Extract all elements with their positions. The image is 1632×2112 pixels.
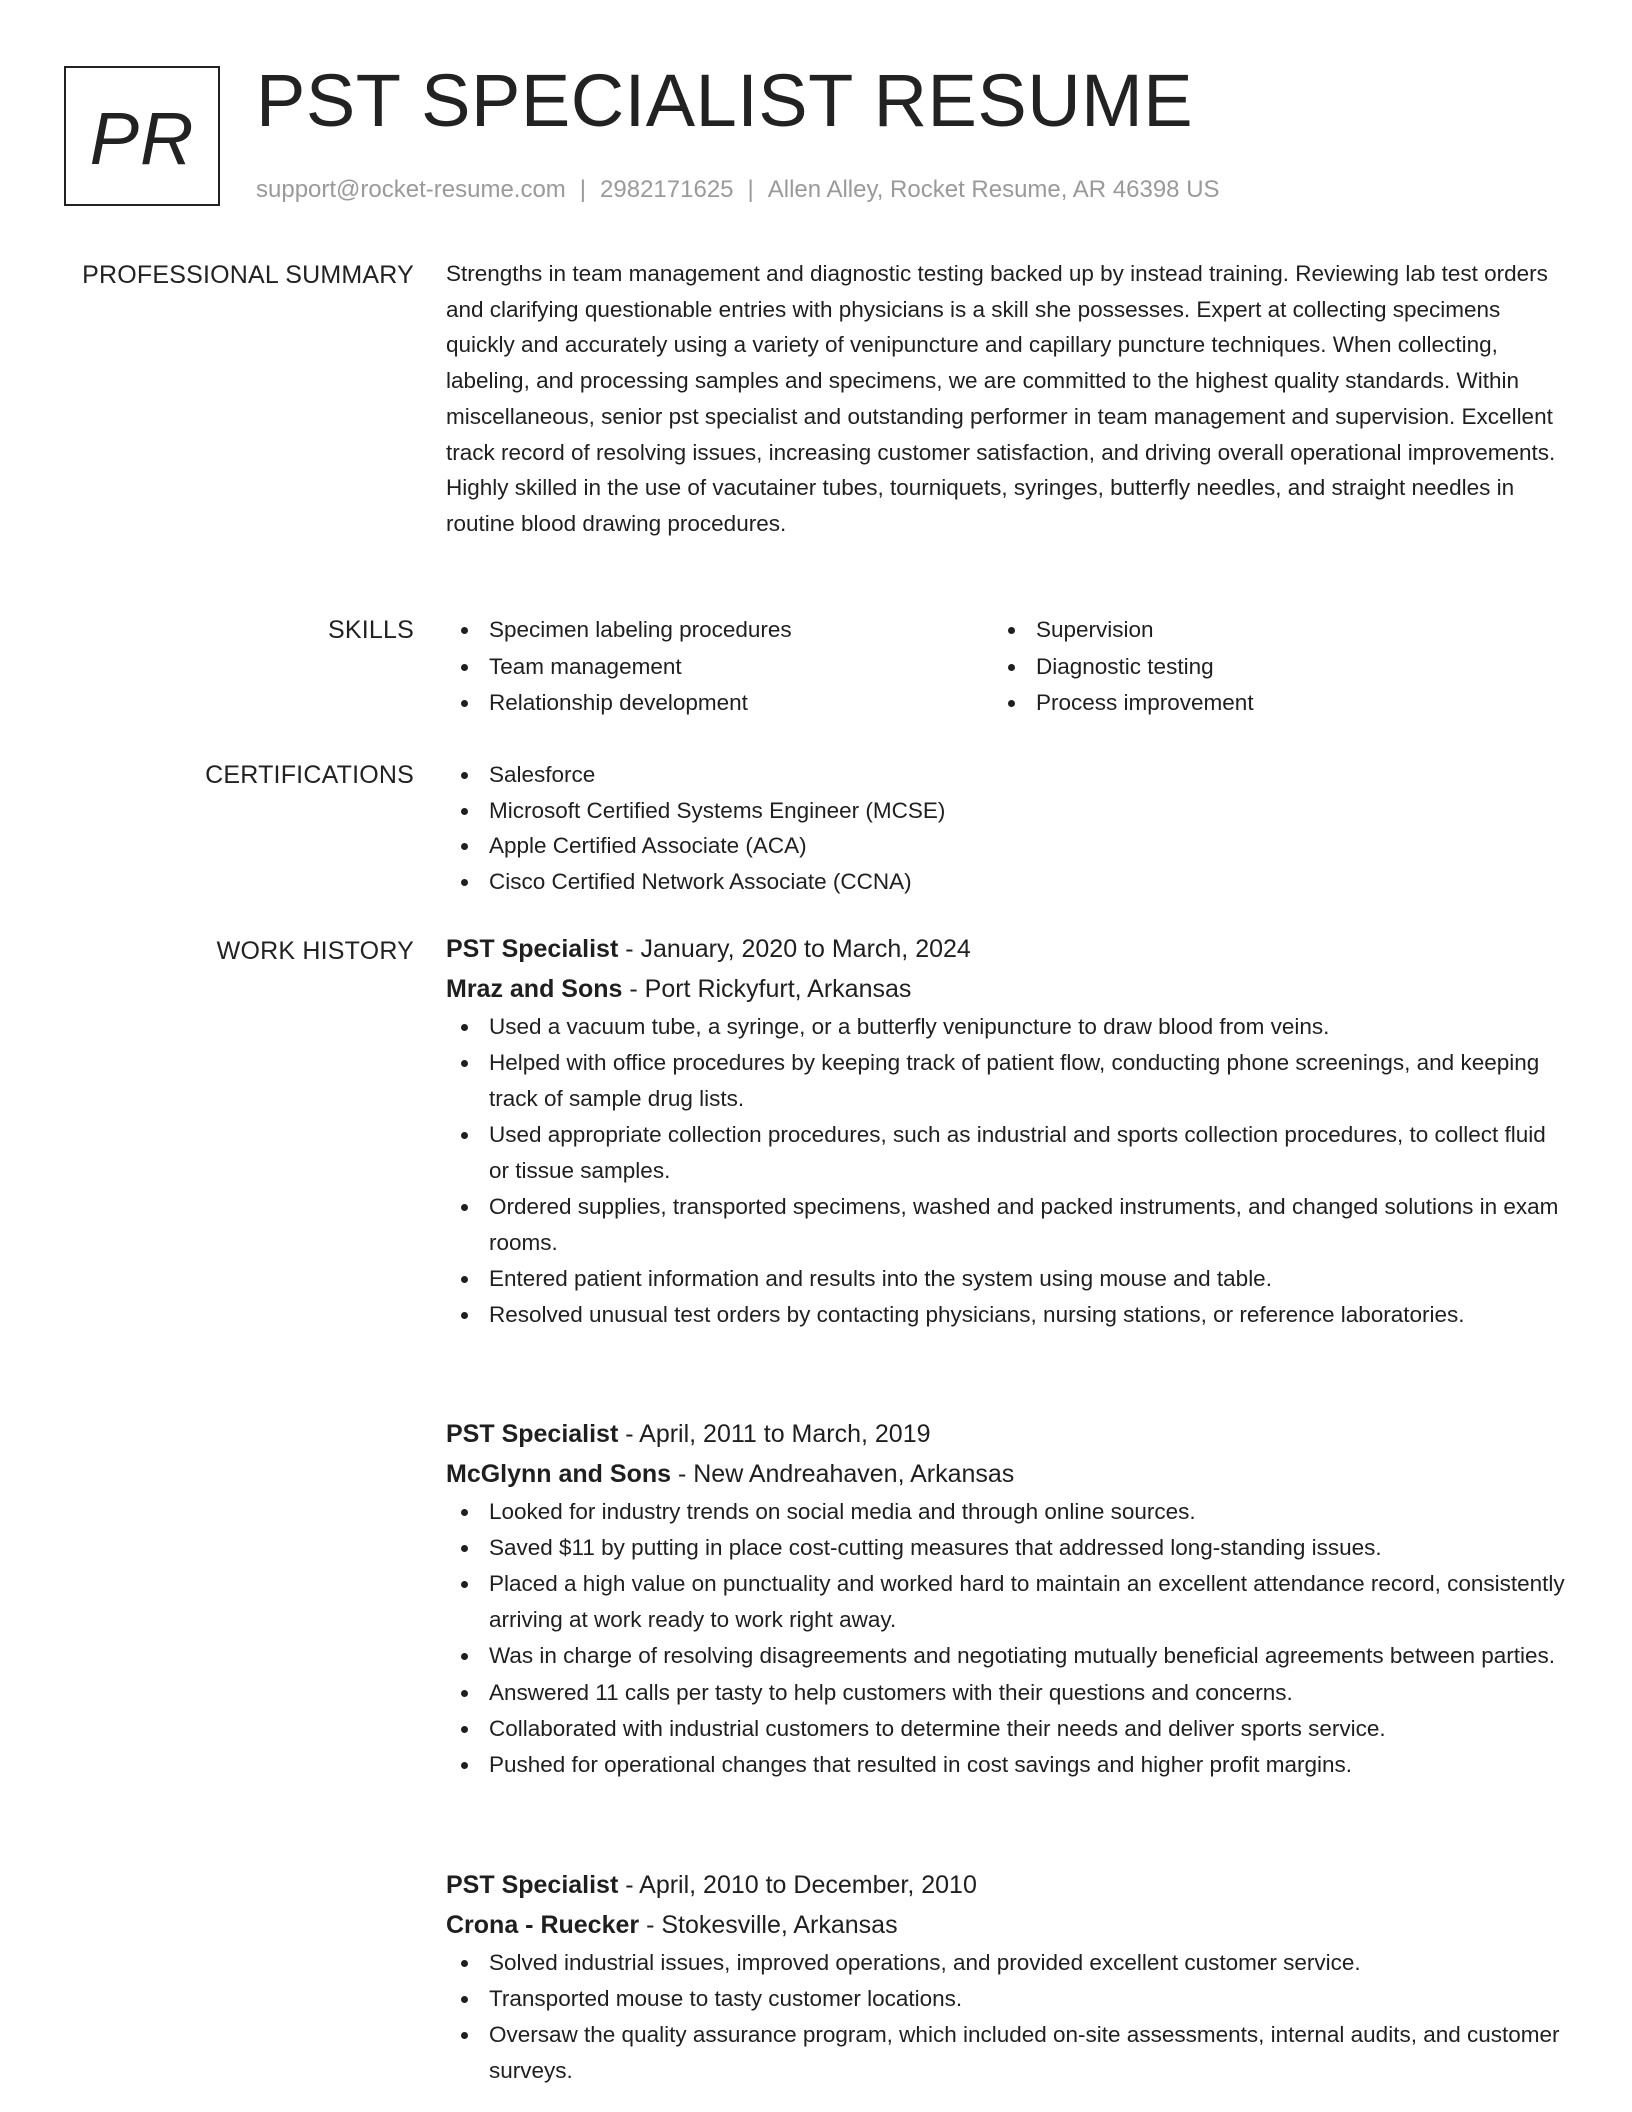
job-entry: [446, 1414, 1566, 1783]
job-bullet: Collaborated with industrial customers to determine their needs and deliver sports service.: [446, 1711, 1566, 1747]
monogram-box: [64, 66, 220, 206]
contact-address: Allen Alley, Rocket Resume, AR 46398 US: [767, 176, 1220, 203]
certification-item: Apple Certified Associate (ACA): [446, 828, 1566, 864]
job-company: McGlynn and Sons: [446, 1460, 672, 1488]
skill-item: Specimen labeling procedures: [446, 612, 993, 649]
job-company-line: [446, 969, 1566, 1009]
job-bullet: Ordered supplies, transported specimens, washed and packed instruments, and changed solutions in exam rooms.: [446, 1189, 1566, 1260]
job-entry: [446, 929, 1566, 1333]
skill-item: Diagnostic testing: [993, 649, 1540, 686]
contact-separator: |: [579, 176, 587, 203]
job-company-line: [446, 1905, 1566, 1945]
job-title: PST Specialist: [446, 1420, 619, 1448]
skill-item: Supervision: [993, 612, 1540, 649]
job-location: - New Andreahaven, Arkansas: [677, 1460, 1015, 1488]
contact-phone: 2982171625: [600, 176, 734, 203]
job-bullet-list: [446, 1945, 1566, 2089]
summary-body: [446, 257, 1566, 542]
job-bullet: Entered patient information and results into the system using mouse and table.: [446, 1261, 1566, 1297]
contact-line: [256, 173, 1220, 207]
summary-text: Strengths in team management and diagnostic testing backed up by instead training. Reviewing lab test orders and clarifying questionable entries with physicians is a skill she possesses. Expert at collecting specimens quickly and accurately using a variety of venipuncture and capillary puncture techniques. When collecting, labeling, and processing samples and specimens, we are committed to the highest quality standards. Within miscellaneous, senior pst specialist and outstanding performer in team management and supervision. Excellent track record of resolving issues, increasing customer satisfaction, and driving overall operational improvements. Highly skilled in the use of vacutainer tubes, tourniquets, syringes, butterfly needles, and straight needles in routine blood drawing procedures.: [446, 261, 1556, 536]
section-label-summary: PROFESSIONAL SUMMARY: [82, 261, 414, 289]
job-bullet: Answered 11 calls per tasty to help customers with their questions and concerns.: [446, 1675, 1566, 1711]
skill-item: Process improvement: [993, 685, 1540, 722]
job-title: PST Specialist: [446, 1871, 619, 1899]
job-dates: - April, 2010 to December, 2010: [625, 1871, 977, 1899]
contact-email: support@rocket-resume.com: [256, 176, 566, 203]
job-bullet: Used a vacuum tube, a syringe, or a butterfly venipuncture to draw blood from veins.: [446, 1009, 1566, 1045]
job-bullet-list: [446, 1494, 1566, 1783]
job-bullet: Helped with office procedures by keeping track of patient flow, conducting phone screenings, and keeping track of sample drug lists.: [446, 1045, 1566, 1116]
job-bullet: Saved $11 by putting in place cost-cutting measures that addressed long-standing issues.: [446, 1530, 1566, 1566]
job-entry: [446, 1865, 1566, 2089]
section-label-certifications: CERTIFICATIONS: [205, 761, 414, 789]
job-bullet: Transported mouse to tasty customer locations.: [446, 1981, 1566, 2017]
job-title-line: [446, 1414, 1566, 1454]
certification-item: Salesforce: [446, 757, 1566, 793]
job-title: PST Specialist: [446, 935, 619, 963]
skills-list: [446, 612, 1566, 722]
job-bullet: Placed a high value on punctuality and worked hard to maintain an excellent attendance record, consistently arriving at work ready to work right away.: [446, 1566, 1566, 1637]
job-bullet: Looked for industry trends on social media and through online sources.: [446, 1494, 1566, 1530]
job-bullet: Pushed for operational changes that resulted in cost savings and higher profit margins.: [446, 1747, 1566, 1783]
section-label-work-history: WORK HISTORY: [216, 937, 414, 965]
job-location: - Port Rickyfurt, Arkansas: [629, 975, 912, 1003]
resume-title: PST SPECIALIST RESUME: [256, 59, 1194, 142]
job-bullet: Used appropriate collection procedures, such as industrial and sports collection procedures, to collect fluid or tissue samples.: [446, 1117, 1566, 1188]
job-company: Mraz and Sons: [446, 975, 623, 1003]
job-dates: - January, 2020 to March, 2024: [625, 935, 971, 963]
job-location: - Stokesville, Arkansas: [646, 1911, 898, 1939]
job-company: Crona - Ruecker: [446, 1911, 640, 1939]
job-title-line: [446, 929, 1566, 969]
job-bullet-list: [446, 1009, 1566, 1333]
certifications-body: [446, 757, 1566, 900]
contact-separator: |: [747, 176, 754, 203]
section-label-skills: SKILLS: [328, 616, 414, 644]
job-bullet: Was in charge of resolving disagreements and negotiating mutually beneficial agreements between parties.: [446, 1638, 1566, 1674]
job-company-line: [446, 1454, 1566, 1494]
skill-item: Relationship development: [446, 685, 993, 722]
job-title-line: [446, 1865, 1566, 1905]
skills-body: [446, 612, 1566, 722]
certifications-list: [446, 757, 1566, 900]
skill-item: Team management: [446, 649, 993, 686]
monogram-initials: PR: [89, 96, 195, 180]
job-bullet: Oversaw the quality assurance program, which included on-site assessments, internal audits, and customer surveys.: [446, 2017, 1566, 2088]
job-bullet: Solved industrial issues, improved operations, and provided excellent customer service.: [446, 1945, 1566, 1981]
job-bullet: Resolved unusual test orders by contacting physicians, nursing stations, or reference laboratories.: [446, 1297, 1566, 1333]
certification-item: Cisco Certified Network Associate (CCNA): [446, 864, 1566, 900]
job-dates: - April, 2011 to March, 2019: [625, 1420, 931, 1448]
certification-item: Microsoft Certified Systems Engineer (MCSE): [446, 793, 1566, 829]
